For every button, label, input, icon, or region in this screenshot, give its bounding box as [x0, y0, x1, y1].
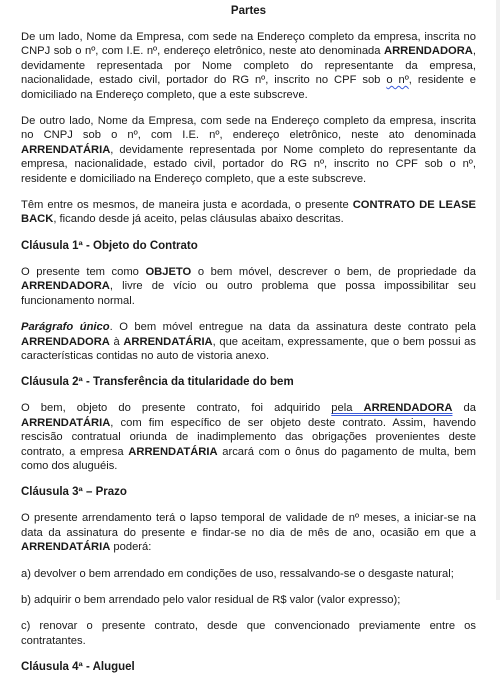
clause-1-sole-paragraph: Parágrafo único. O bem móvel entregue na data da assinatura deste contrato pela ARRENDADORA à ARRENDATÁRIA, que aceitam, expressamente, que o bem possui as características contidas no auto de vistoria anexo. — [21, 321, 476, 362]
clause-3-item-c: c) renovar o presente contrato, desde que convencionado previamente entre os contratantes. — [21, 620, 476, 647]
clause-3-paragraph: O presente arrendamento terá o lapso temporal de validade de nº meses, a iniciar-se na data da assinatura do presente e findar-se no dia de mês de ano, ocasião em que a ARRENDATÁRIA poderá: — [21, 512, 476, 554]
clause-2-heading: Cláusula 2ª - Transferência da titularidade do bem — [21, 376, 294, 389]
clause-3-item-b: b) adquirir o bem arrendado pelo valor residual de R$ valor (valor expresso); — [21, 593, 401, 606]
clause-1-paragraph: O presente tem como OBJETO o bem móvel, descrever o bem, de propriedade da ARRENDADORA, livre de vício ou outro problema que possa impossibilitar seu funcionamento normal. — [21, 265, 476, 307]
clause-3-item-a: a) devolver o bem arrendado em condições de uso, ressalvando-se o desgaste natural; — [21, 567, 454, 580]
party-lessor-paragraph: De um lado, Nome da Empresa, com sede na Endereço completo da empresa, inscrita no CNPJ sob o nº, com I.E. nº, endereço eletrônico, neste ato denominada ARRENDADORA, devidamente representada por Nome completo do representante da empresa, nacionalidade, estado civil, portador do RG nº, inscrito no CPF sob o nº, residente e domiciliado na Endereço completo, que a este subscreve. — [21, 31, 477, 101]
vertical-scrollbar[interactable] — [496, 0, 500, 600]
sole-paragraph-label: Parágrafo único — [21, 321, 110, 334]
clause-4-heading: Cláusula 4ª - Aluguel — [21, 661, 135, 674]
clause-1-heading: Cláusula 1ª - Objeto do Contrato — [21, 239, 198, 252]
lessor-term: ARRENDADORA — [384, 45, 473, 58]
agreement-paragraph: Têm entre os mesmos, de maneira justa e acordada, o presente CONTRATO DE LEASE BACK, ficando desde já aceito, pelas cláusulas abaixo descritas. — [21, 199, 476, 226]
clause-2-paragraph: O bem, objeto do presente contrato, foi adquirido pela ARRENDADORA da ARRENDATÁRIA, com fim específico de ser objeto deste contrato. Assim, havendo rescisão contratual oriunda de inadimplemento das obrigações provenientes deste contrato, a empresa ARRENDATÁRIA arcará com o ônus do pagamento de multa, bem como dos aluguéis. — [21, 402, 476, 472]
section-title: Partes — [230, 5, 267, 17]
lessee-term: ARRENDATÁRIA — [21, 143, 111, 156]
spellcheck-flag: o nº — [386, 74, 409, 87]
contract-name: CONTRATO DE LEASE BACK — [21, 199, 476, 226]
grammar-flag: pela ARRENDADORA — [331, 402, 453, 415]
party-lessee-paragraph: De outro lado, Nome da Empresa, com sede na Endereço completo da empresa, inscrita no CNPJ sob o nº, com I.E. nº, endereço eletrônico, neste ato denominada ARRENDATÁRIA, devidamente representada por Nome completo do representante da empresa, nacionalidade, estado civil, portador do RG nº, inscrito no CPF sob o nº, residente e domiciliado na Endereço completo, que a este subscreve. — [21, 115, 476, 185]
clause-3-heading: Cláusula 3ª – Prazo — [21, 486, 127, 499]
